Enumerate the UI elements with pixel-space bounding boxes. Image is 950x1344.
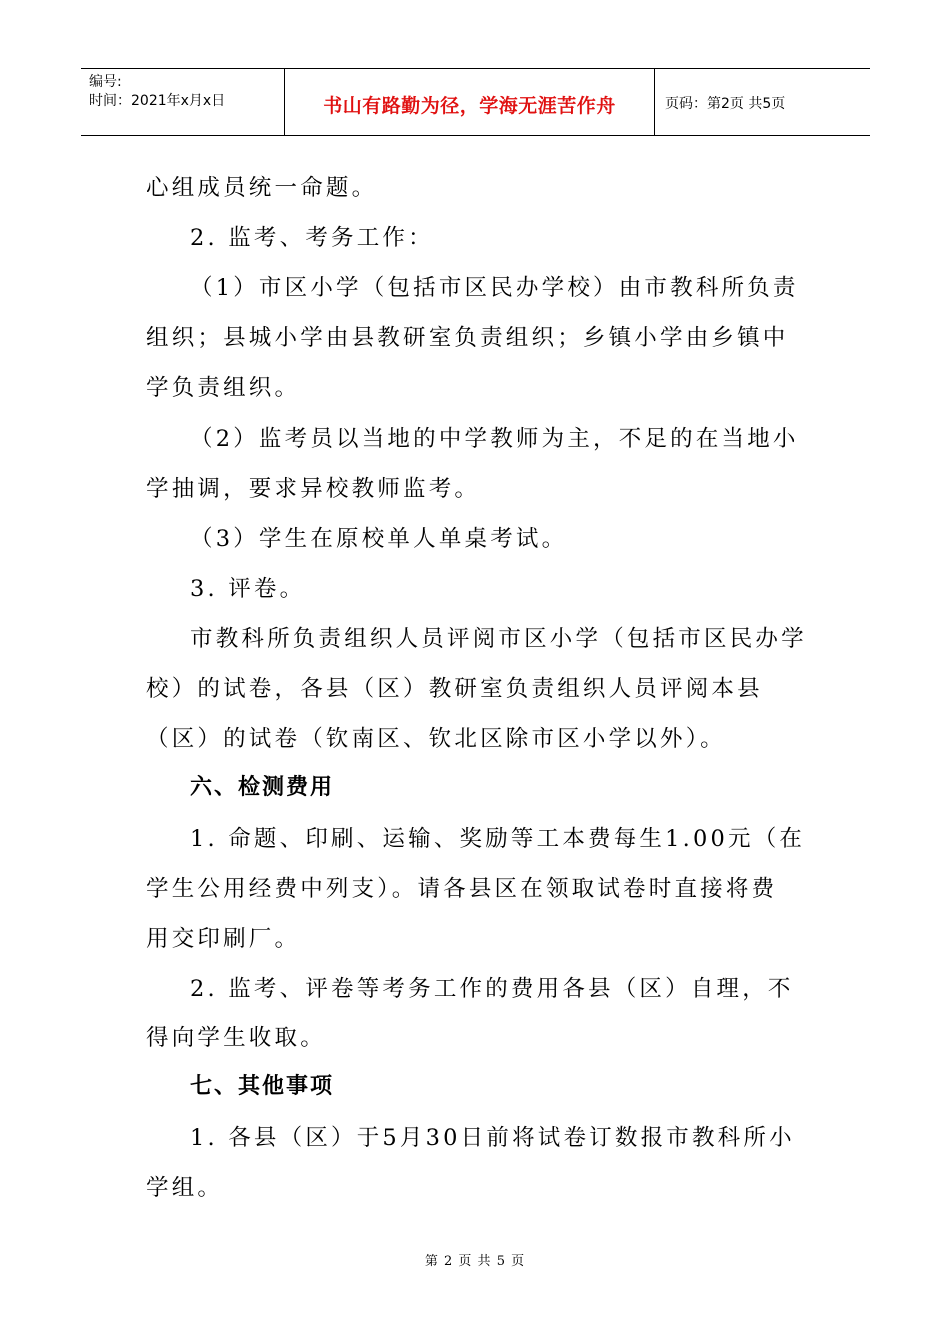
body-line: 心组成员统一命题。	[146, 175, 378, 201]
body-line: （2）监考员以当地的中学教师为主，不足的在当地小	[190, 426, 799, 452]
document-header	[81, 68, 870, 136]
body-line: 校）的试卷，各县（区）教研室负责组织人员评阅本县	[146, 676, 763, 702]
page-footer	[0, 1250, 950, 1269]
header-meta	[81, 69, 284, 135]
body-line: 1. 命题、印刷、运输、奖励等工本费每生1.00元（在	[190, 826, 806, 852]
body-line: 学抽调，要求异校教师监考。	[146, 476, 481, 502]
body-line: 市教科所负责组织人员评阅市区小学（包括市区民办学	[190, 626, 807, 652]
body-line: 得向学生收取。	[146, 1025, 326, 1051]
body-line: 学组。	[146, 1175, 224, 1201]
footer-page-number: 第 2 页 共 5 页	[424, 1254, 526, 1269]
section-heading-seven: 七、其他事项	[190, 1074, 335, 1099]
motto-text: 书山有路勤为径，学海无涯苦作舟	[323, 94, 616, 117]
header-page-info	[655, 69, 870, 135]
serial-number-label: 编号:	[89, 74, 122, 90]
body-line: 学生公用经费中列支）。请各县区在领取试卷时直接将费	[146, 876, 778, 902]
body-line: 组织；县城小学由县教研室负责组织；乡镇小学由乡镇中	[146, 325, 789, 351]
body-line: 学负责组织。	[146, 375, 301, 401]
page-info-text: 页码：第2页 共5页	[665, 96, 786, 112]
body-line: （区）的试卷（钦南区、钦北区除市区小学以外）。	[146, 726, 726, 752]
body-line: 3. 评卷。	[190, 576, 306, 602]
body-line: 2. 监考、考务工作：	[190, 225, 434, 251]
section-heading-six: 六、检测费用	[190, 775, 335, 800]
header-motto-cell	[284, 69, 655, 135]
date-label: 时间：2021年x月x日	[89, 93, 226, 109]
body-line: 用交印刷厂。	[146, 926, 301, 952]
body-line: （1）市区小学（包括市区民办学校）由市教科所负责	[190, 275, 799, 301]
body-line: （3）学生在原校单人单桌考试。	[190, 526, 568, 552]
body-line: 2. 监考、评卷等考务工作的费用各县（区）自理，不	[190, 976, 794, 1002]
body-line: 1. 各县（区）于5月30日前将试卷订数报市教科所小	[190, 1125, 795, 1151]
